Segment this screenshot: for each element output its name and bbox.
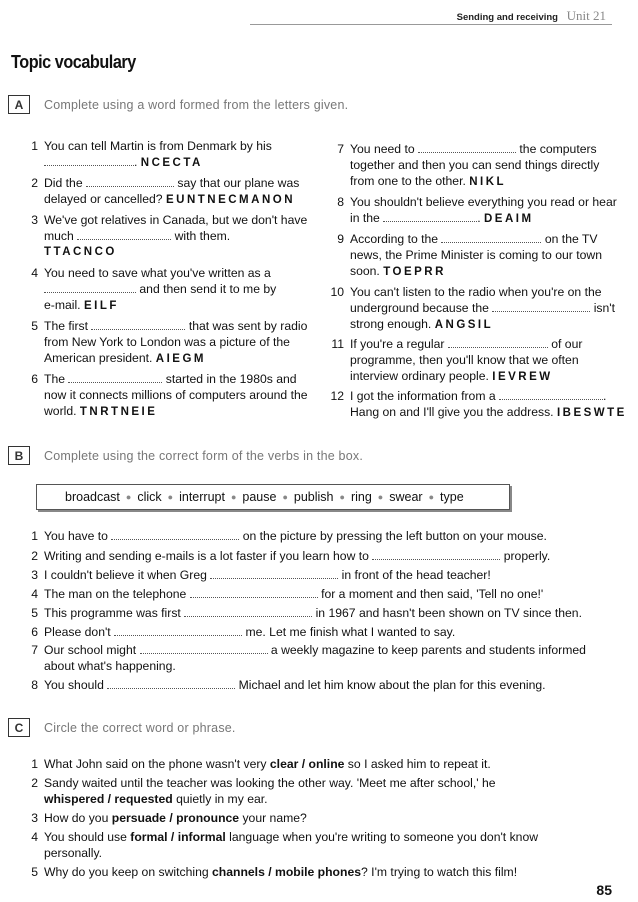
a-item-4: 4 You need to save what you've written as a and then send it to me by e-mail. EILF (31, 266, 277, 312)
b-item-3: 3 I couldn't believe it when Greg in front of the head teacher! (31, 568, 491, 582)
answer-blank[interactable] (418, 142, 516, 153)
answer-blank[interactable] (111, 529, 239, 540)
answer-blank[interactable] (448, 337, 548, 348)
verb-word: click (137, 490, 162, 504)
jumbled-letters: NIKL (469, 176, 507, 188)
word-choice[interactable]: whispered / requested (44, 792, 173, 806)
b-item-5: 5 This programme was first in 1967 and hasn't been shown on TV since then. (31, 606, 582, 620)
verb-word: ring (350, 490, 372, 504)
a-item-3: 3 We've got relatives in Canada, but we don't have much with them. TTACNCO (31, 213, 308, 258)
jumbled-letters: EUNTNECMANON (165, 194, 295, 206)
a-item-10: 10 You can't listen to the radio when you're on the underground because the isn't strong enough. ANGSIL (330, 285, 615, 331)
answer-blank[interactable] (107, 678, 235, 689)
c-item-2: 2 Sandy waited until the teacher was looking the other way. 'Meet me after school,' he whispered / requested quietly in my ear. (31, 776, 496, 806)
answer-blank[interactable] (91, 319, 185, 330)
section-c-heading (8, 718, 236, 737)
a-item-1: 1 You can tell Martin is from Denmark by his . NCECTA (31, 139, 272, 169)
answer-blank[interactable] (77, 229, 171, 240)
b-item-8: 8 You should Michael and let him know about the plan for this evening. (31, 678, 546, 692)
jumbled-letters: AIEGM (155, 353, 206, 365)
word-choice[interactable]: persuade / pronounce (111, 811, 240, 825)
b-item-6: 6 Please don't me. Let me finish what I wanted to say. (31, 625, 456, 639)
page-title: Topic vocabulary (11, 52, 136, 72)
jumbled-letters: TOEPRR (383, 266, 446, 278)
word-choice[interactable]: formal / informal (130, 830, 226, 844)
b-item-2: 2 Writing and sending e-mails is a lot faster if you learn how to properly. (31, 549, 551, 563)
jumbled-letters: DEAIM (484, 213, 534, 225)
jumbled-letters: EILF (83, 300, 119, 312)
answer-blank[interactable] (372, 549, 500, 560)
verb-word: swear (389, 490, 423, 504)
jumbled-letters: ANGSIL (434, 319, 494, 331)
verb-word: interrupt (179, 490, 225, 504)
word-choice[interactable]: clear / online (269, 757, 345, 771)
c-item-5: 5 Why do you keep on switching channels / mobile phones? I'm trying to watch this film! (31, 865, 518, 879)
answer-blank[interactable] (86, 176, 174, 187)
b-item-1: 1 You have to on the picture by pressing the left button on your mouse. (31, 529, 547, 543)
a-item-7: 7 You need to the computers together and then you can send things directly from one to the other. NIKL (337, 142, 600, 188)
section-c-instruction: Circle the correct word or phrase. (44, 720, 236, 735)
header-unit: Unit 21 (566, 8, 606, 23)
verb-word: type (440, 490, 464, 504)
section-a-heading (8, 95, 348, 114)
answer-blank[interactable] (190, 587, 318, 598)
jumbled-letters: IEVREW (492, 371, 553, 383)
jumbled-letters: TTACNCO (44, 246, 117, 258)
a-item-6: 6 The started in the 1980s and now it connects millions of computers around the world. TNRTNEIE (31, 372, 308, 418)
section-b-heading (8, 446, 363, 465)
a-item-2: 2 Did the say that our plane was delayed or cancelled? EUNTNECMANON (31, 176, 300, 206)
answer-blank[interactable] (383, 211, 477, 222)
jumbled-letters: IBESWTE (556, 407, 627, 419)
a-item-5: 5 The first that was sent by radio from New York to London was a picture of the American president. AIEGM (31, 319, 308, 365)
jumbled-letters: NCECTA (140, 157, 203, 169)
answer-blank[interactable] (44, 282, 136, 293)
answer-blank[interactable] (499, 389, 603, 400)
answer-blank[interactable] (114, 625, 242, 636)
a-item-11: 11 If you're a regular of our programme, then you'll know that we often interview ordinary people. IEVREW (331, 337, 583, 383)
c-item-3: 3 How do you persuade / pronounce your name? (31, 811, 307, 825)
a-item-8: 8 You shouldn't believe everything you read or hear in the . DEAIM (337, 195, 617, 225)
header-section: Sending and receiving (456, 12, 558, 23)
a-item-12: 12 I got the information from a . Hang on and I'll give you the address. IBESWTE (330, 389, 627, 419)
answer-blank[interactable] (140, 643, 268, 654)
answer-blank[interactable] (68, 372, 162, 383)
page-number: 85 (596, 882, 612, 898)
section-c-badge: C (8, 718, 30, 737)
header-rule (250, 24, 612, 25)
verb-word: pause (242, 490, 277, 504)
jumbled-letters: TNRTNEIE (79, 406, 158, 418)
section-b-instruction: Complete using the correct form of the verbs in the box. (44, 448, 363, 463)
section-b-badge: B (8, 446, 30, 465)
answer-blank[interactable] (210, 568, 338, 579)
verb-box: broadcast ● click ● interrupt ● pause ● publish ● ring ● swear ● type (36, 484, 510, 510)
word-choice[interactable]: channels / mobile phones (212, 865, 362, 879)
c-item-4: 4 You should use formal / informal language when you're writing to someone you don't know personally. (31, 830, 539, 860)
a-item-9: 9 According to the on the TV news, the Prime Minister is coming to our town soon. TOEPRR (337, 232, 602, 278)
section-a-badge: A (8, 95, 30, 114)
verb-word: publish (293, 490, 334, 504)
section-a-instruction: Complete using a word formed from the letters given. (44, 97, 349, 112)
b-item-4: 4 The man on the telephone for a moment and then said, 'Tell no one!' (31, 587, 544, 601)
answer-blank[interactable] (441, 232, 541, 243)
c-item-1: 1 What John said on the phone wasn't very clear / online so I asked him to repeat it. (31, 757, 491, 771)
verb-word: broadcast (65, 490, 120, 504)
answer-blank[interactable] (44, 155, 134, 166)
answer-blank[interactable] (184, 606, 312, 617)
b-item-7: 7 Our school might a weekly magazine to keep parents and students informed about what's happening. (31, 643, 586, 673)
running-header (457, 8, 606, 24)
answer-blank[interactable] (492, 301, 590, 312)
